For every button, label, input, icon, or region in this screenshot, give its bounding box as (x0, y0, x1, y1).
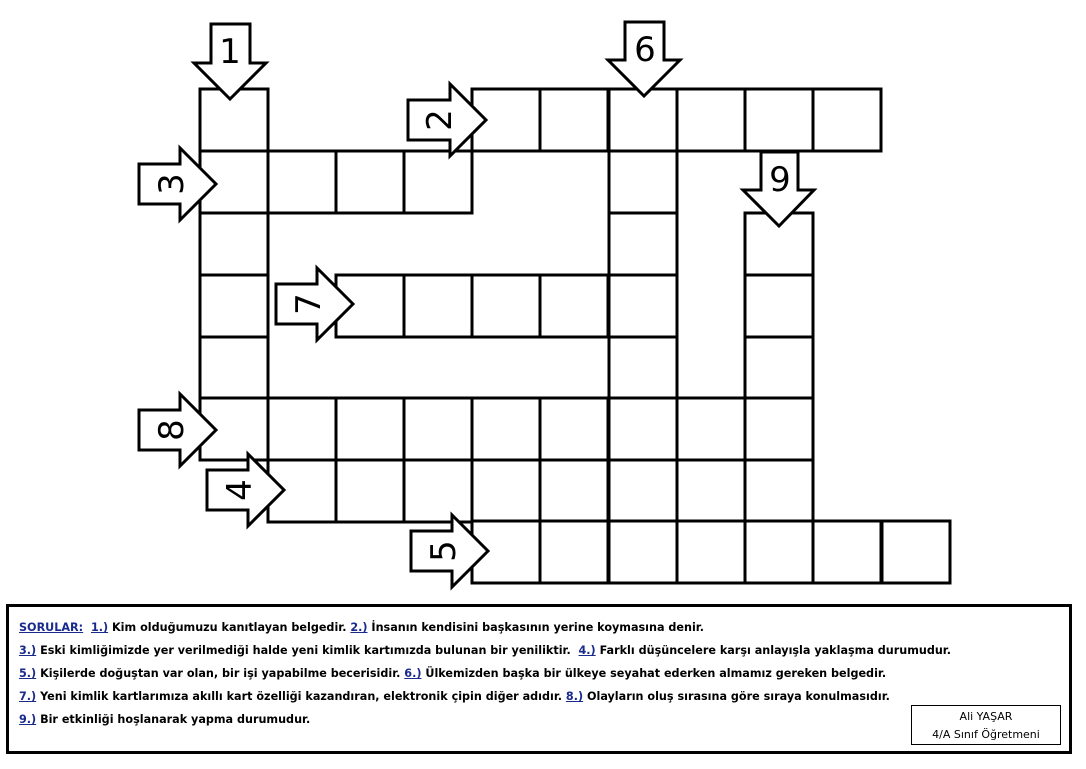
crossword-cell[interactable] (609, 337, 677, 399)
question-2-text: İnsanın kendisini başkasının yerine koymasına denir. (371, 621, 704, 634)
questions-line-2 (19, 639, 1059, 662)
crossword-cell[interactable] (472, 275, 540, 337)
crossword-cell[interactable] (882, 521, 950, 583)
clue-arrow-6 (608, 22, 680, 96)
crossword-cell[interactable] (609, 213, 677, 275)
crossword-cell[interactable] (404, 398, 472, 460)
question-8-text: Olayların oluş sırasına göre sıraya konulmasıdır. (586, 690, 890, 703)
questions-line-3 (19, 662, 1059, 685)
author-credit-box (911, 705, 1061, 745)
crossword-cell[interactable] (813, 521, 881, 583)
crossword-cell[interactable] (609, 89, 677, 151)
crossword-cell[interactable] (336, 151, 404, 213)
question-6-text: Ülkemizden başka bir ülkeye seyahat ederken almamız gereken belgedir. (425, 667, 887, 680)
crossword-cell[interactable] (745, 89, 813, 151)
clue-number-1: 1 (219, 32, 241, 72)
questions-line-4 (19, 685, 1059, 708)
crossword-cell[interactable] (404, 275, 472, 337)
crossword-cell[interactable] (336, 460, 404, 522)
question-3-number: 3.) (19, 644, 37, 657)
crossword-cell[interactable] (677, 460, 745, 522)
crossword-cell[interactable] (745, 521, 813, 583)
crossword-cell[interactable] (745, 398, 813, 460)
crossword-cell[interactable] (745, 460, 813, 522)
crossword-cell[interactable] (540, 89, 608, 151)
question-9-text: Bir etkinliği hoşlanarak yapma durumudur. (40, 713, 311, 726)
crossword-cell[interactable] (472, 460, 540, 522)
clue-number-8: 8 (152, 419, 192, 441)
crossword-cell[interactable] (268, 151, 336, 213)
question-7-number: 7.) (19, 690, 37, 703)
question-6-number: 6.) (404, 667, 422, 680)
crossword-cell[interactable] (200, 337, 268, 399)
question-3-text: Eski kimliğimizde yer verilmediği halde yeni kimlik kartımızda bulunan bir yeniliktir. (40, 644, 571, 657)
crossword-cell[interactable] (472, 398, 540, 460)
crossword-cell[interactable] (404, 151, 472, 213)
question-2-number: 2.) (350, 621, 368, 634)
clue-number-2: 2 (420, 109, 460, 131)
crossword-cell[interactable] (336, 398, 404, 460)
crossword-cell[interactable] (813, 89, 881, 151)
question-8-number: 8.) (565, 690, 584, 703)
grid-cells (200, 89, 950, 583)
crossword-cell[interactable] (540, 398, 608, 460)
question-4-number: 4.) (578, 644, 596, 657)
crossword-cell[interactable] (677, 398, 745, 460)
crossword-cell[interactable] (200, 275, 268, 337)
questions-panel (6, 604, 1072, 754)
crossword-cell[interactable] (677, 89, 745, 151)
author-name: Ali YAŞAR (959, 710, 1013, 723)
crossword-cell[interactable] (200, 213, 268, 275)
author-role: 4/A Sınıf Öğretmeni (932, 728, 1040, 741)
crossword-cell[interactable] (745, 337, 813, 399)
question-5-number: 5.) (19, 667, 37, 680)
clue-number-6: 6 (634, 30, 656, 70)
clue-number-4: 4 (220, 479, 260, 501)
questions-line-5 (19, 708, 1059, 731)
question-1-number: 1.) (90, 621, 109, 634)
crossword-cell[interactable] (540, 521, 608, 583)
clue-number-7: 7 (289, 293, 329, 315)
crossword-cell[interactable] (268, 398, 336, 460)
crossword-cell[interactable] (540, 275, 608, 337)
crossword-cell[interactable] (540, 460, 608, 522)
questions-heading: SORULAR: (19, 621, 84, 634)
crossword-cell[interactable] (609, 398, 677, 460)
crossword-cell[interactable] (609, 275, 677, 337)
crossword-cell[interactable] (609, 460, 677, 522)
clue-number-5: 5 (424, 540, 464, 562)
questions-line-1 (19, 616, 1059, 639)
crossword-cell[interactable] (609, 151, 677, 213)
crossword-cell[interactable] (745, 275, 813, 337)
question-5-text: Kişilerde doğuştan var olan, bir işi yapabilme becerisidir. (40, 667, 401, 680)
crossword-cell[interactable] (200, 89, 268, 151)
question-4-text: Farklı düşüncelere karşı anlayışla yaklaşma durumudur. (599, 644, 951, 657)
question-1-text: Kim olduğumuzu kanıtlayan belgedir. (112, 621, 347, 634)
crossword-cell[interactable] (609, 521, 677, 583)
crossword-cell[interactable] (404, 460, 472, 522)
clue-number-9: 9 (769, 160, 791, 200)
crossword-cell[interactable] (677, 521, 745, 583)
question-7-text: Yeni kimlik kartlarımıza akıllı kart özelliği kazandıran, elektronik çipin diğer adıdır. (40, 690, 562, 703)
question-9-number: 9.) (19, 713, 37, 726)
clue-number-3: 3 (152, 173, 192, 195)
